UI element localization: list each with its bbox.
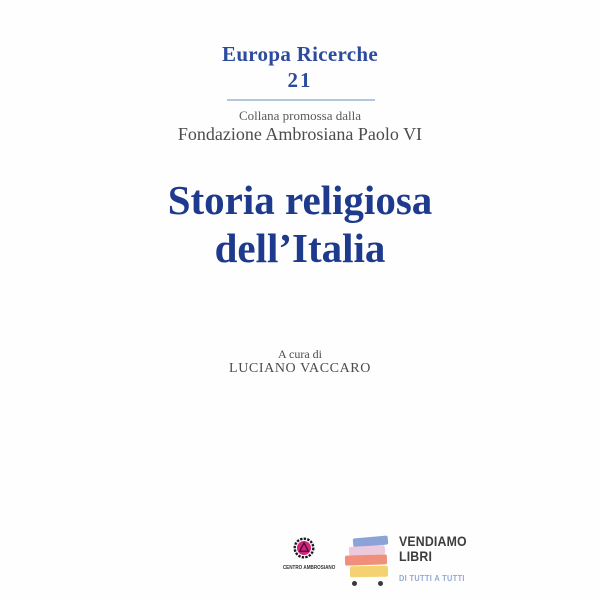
vendiamo-name-line2: LIBRI — [399, 548, 433, 565]
vendiamo-tagline: DI TUTTI A TUTTI — [399, 573, 465, 583]
book-bar-yellow — [350, 566, 388, 578]
series-divider — [227, 99, 375, 101]
book-stack-cart-icon — [344, 534, 392, 588]
series-name: Europa Ricerche — [222, 42, 378, 66]
book-title — [0, 176, 600, 273]
vendiamo-name-line1: VENDIAMO — [399, 533, 467, 549]
book-title-line1: Storia religiosa — [167, 177, 433, 223]
book-bar-coral — [345, 554, 387, 565]
book-title-line2: dell’Italia — [214, 225, 386, 272]
editor-name: LUCIANO VACCARO — [229, 361, 371, 376]
series-number: 21 — [287, 68, 313, 92]
centro-ambrosiano-label: CENTRO AMBROSIANO — [282, 565, 336, 571]
editor-prefix: A cura di — [278, 347, 322, 361]
collana-subtitle: Collana promossa dalla — [238, 108, 362, 123]
cart-wheel-right-icon — [378, 581, 383, 586]
centro-ambrosiano-logo — [281, 537, 336, 571]
vendiamo-libri-logo — [344, 534, 476, 588]
vendiamo-libri-text — [399, 534, 476, 583]
cart-wheel-left-icon — [352, 581, 357, 586]
collana-foundation: Fondazione Ambrosiana Paolo VI — [177, 124, 423, 144]
centro-ambrosiano-emblem-icon — [293, 537, 315, 559]
